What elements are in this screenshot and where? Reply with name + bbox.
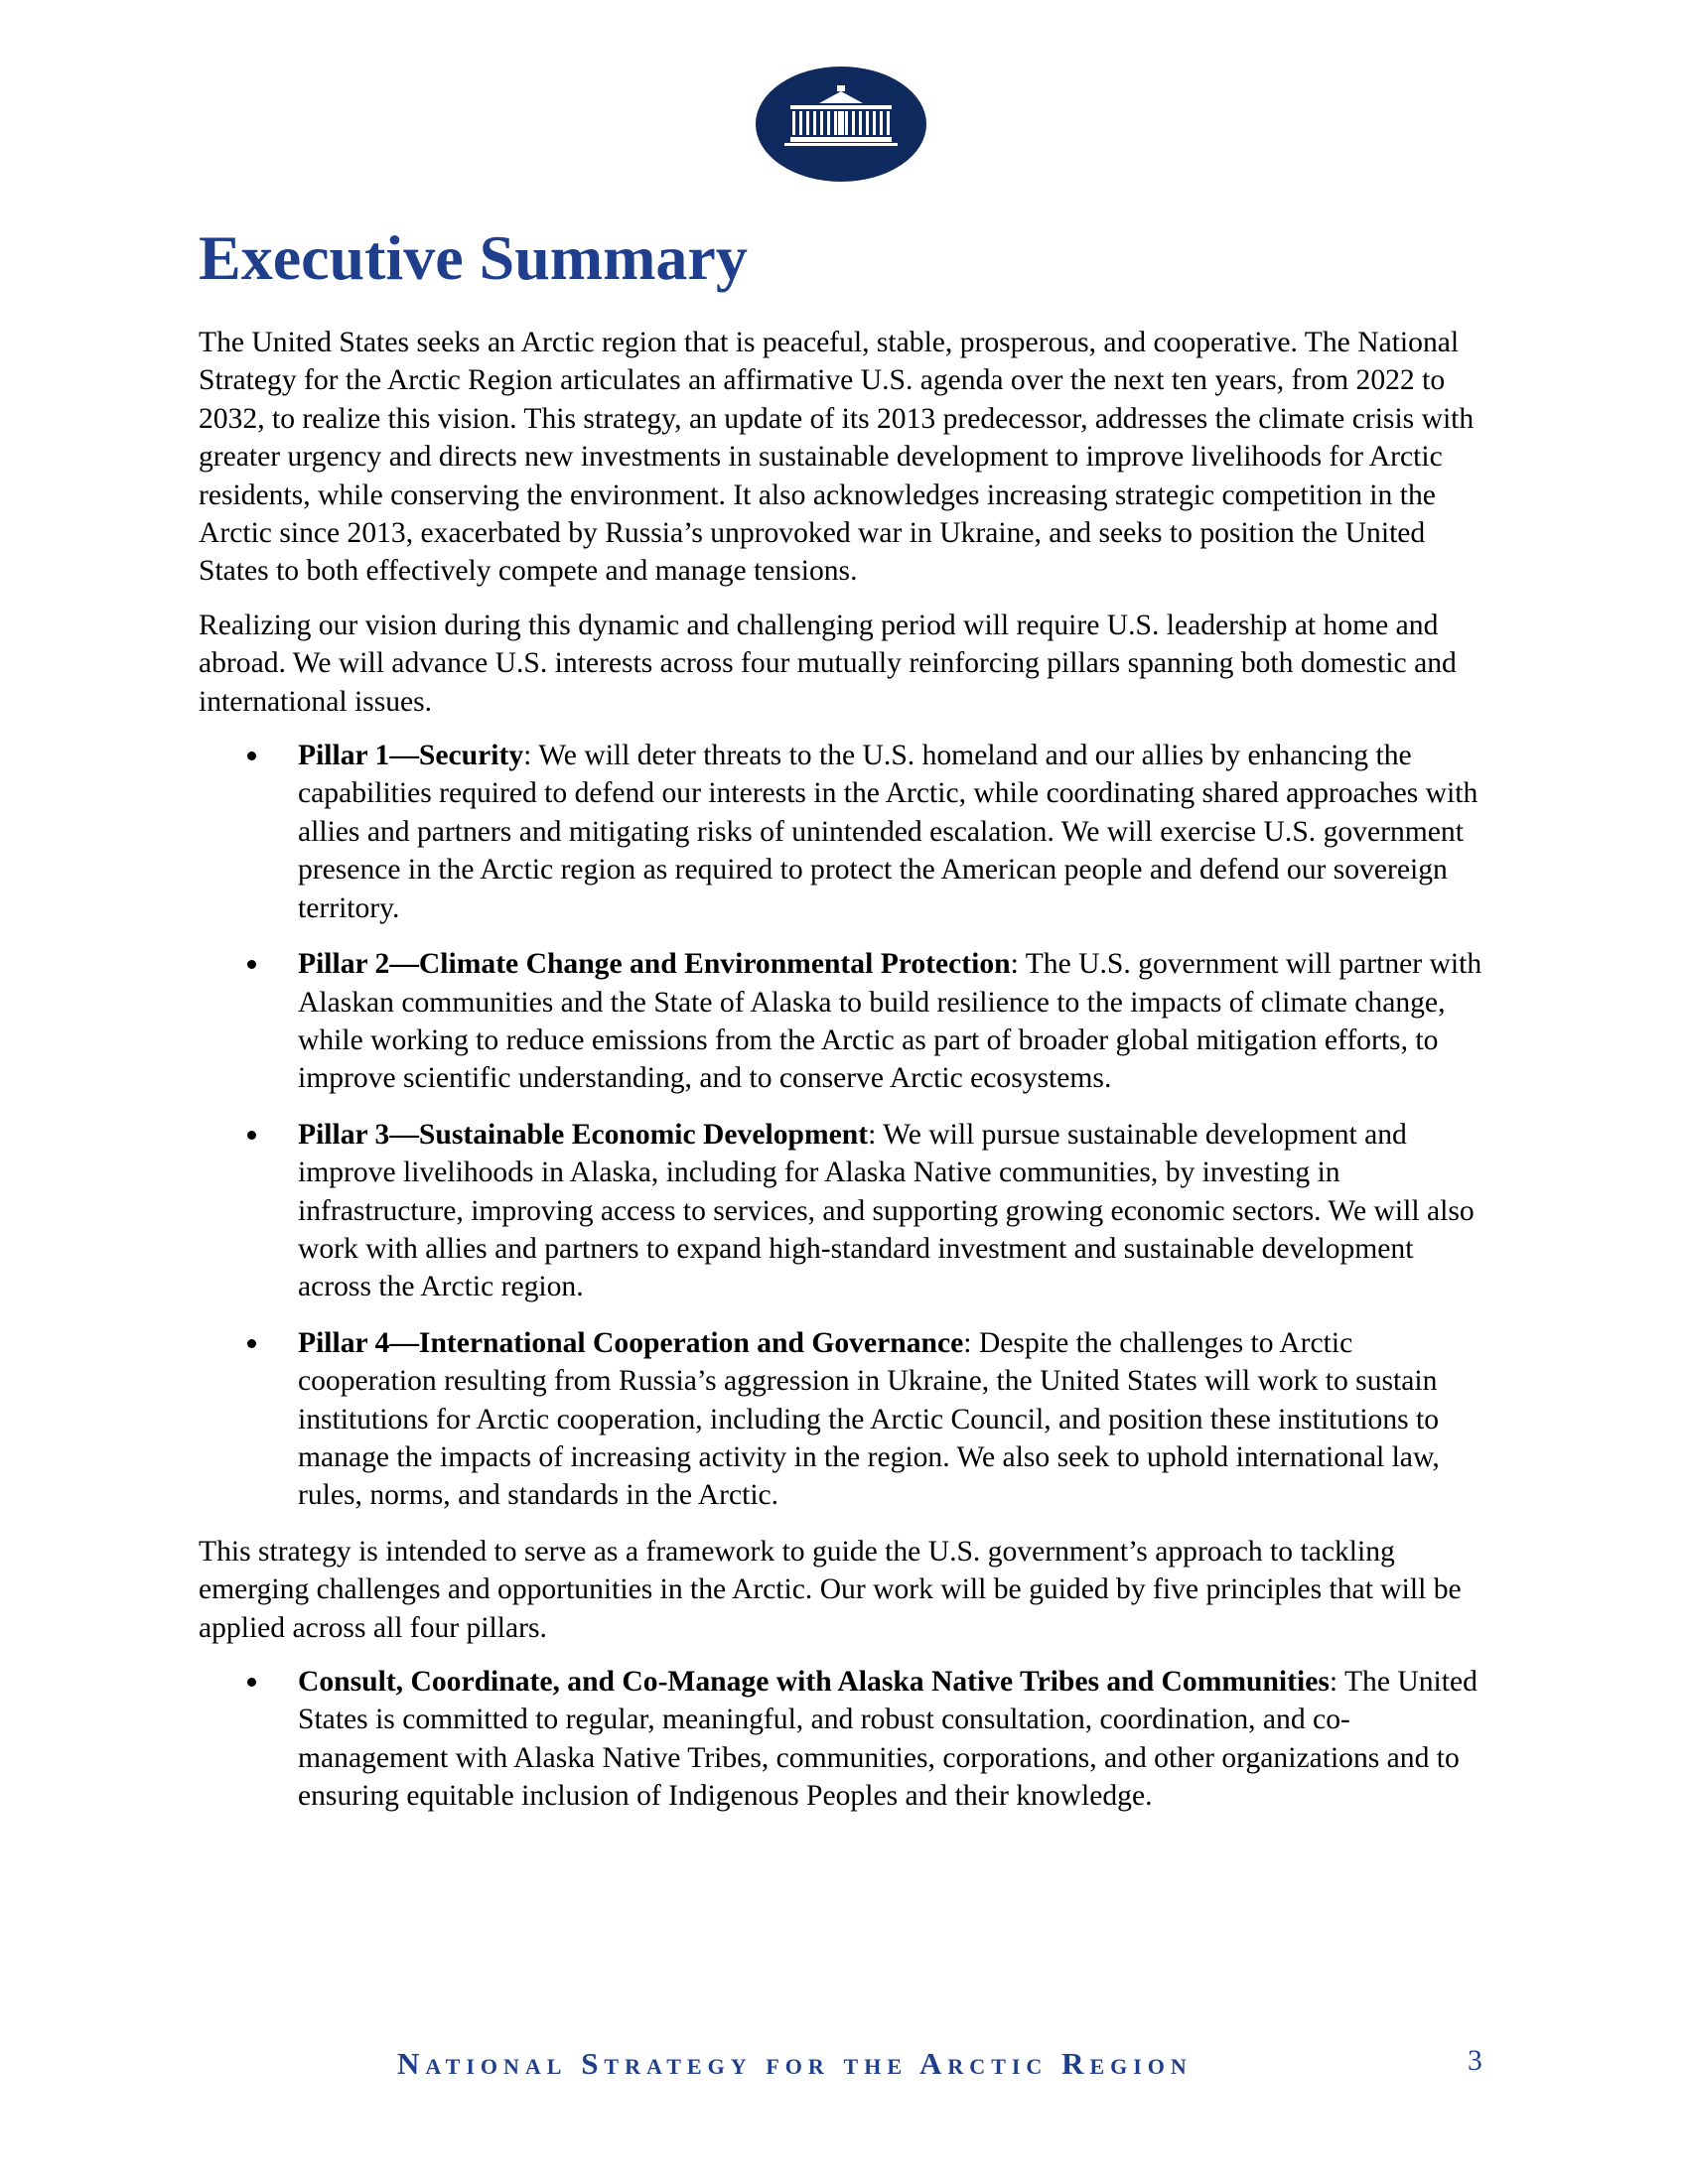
bullet-icon	[247, 1131, 256, 1140]
list-item-pillar-4	[199, 1324, 1489, 1515]
pillar-text: : We will deter threats to the U.S. homeland and our allies by enhancing the capabilities required to defend our interests in the Arctic, while coordinating shared approaches with allies and partners and mitigating risks of unintended escalation. We will exercise U.S. government presence in the Arctic region as required to protect the American people and defend our sovereign territory.	[298, 740, 1478, 924]
principle-text: : The United States is committed to regular, meaningful, and robust consultation, coordination, and co-management with Alaska Native Tribes, communities, corporations, and other organizations and to ensuring equitable inclusion of Indigenous Peoples and their knowledge.	[298, 1666, 1477, 1813]
page-title: Executive Summary	[199, 222, 748, 293]
pillar-heading: Pillar 1—Security	[298, 740, 524, 772]
bullet-icon	[247, 1678, 256, 1687]
main-content	[199, 222, 1489, 1834]
pillar-heading: Pillar 4—International Cooperation and Governance	[298, 1326, 964, 1359]
list-item-pillar-3	[199, 1116, 1489, 1306]
list-item-pillar-2	[199, 945, 1489, 1098]
principles-list	[199, 1663, 1489, 1816]
bullet-icon	[247, 960, 256, 969]
pillar-text: : We will pursue sustainable development and improve livelihoods in Alaska, including for Alaska Native communities, by investing in infrastructure, improving access to services, and supporting growing economic sectors. We will also work with allies and partners to expand high-standard investment and sustainable development across the Arctic region.	[298, 1118, 1475, 1303]
bullet-icon	[247, 751, 256, 760]
pillar-heading: Pillar 3—Sustainable Economic Development	[298, 1118, 869, 1151]
pillar-text: : The U.S. government will partner with Alaskan communities and the State of Alaska to build resilience to the impacts of climate change, while working to reduce emissions from the Arctic as part of broader global mitigation efforts, to improve scientific understanding, and to conserve Arctic ecosystems.	[298, 948, 1482, 1095]
white-house-seal-icon	[755, 66, 927, 183]
pillar-text: : Despite the challenges to Arctic cooperation resulting from Russia’s aggression in Ukraine, the United States will work to sustain institutions for Arctic cooperation, including the Arctic Council, and position these institutions to manage the impacts of increasing activity in the region. We also seek to uphold international law, rules, norms, and standards in the Arctic.	[298, 1326, 1440, 1512]
intro-paragraph: The United States seeks an Arctic region that is peaceful, stable, prosperous, and cooperative. The National Strategy for the Arctic Region articulates an affirmative U.S. agenda over the next ten years, from 2022 to 2032, to realize this vision. This strategy, an update of its 2013 predecessor, addresses the climate crisis with greater urgency and directs new investments in sustainable development to improve livelihoods for Arctic residents, while conserving the environment. It also acknowledges increasing strategic competition in the Arctic since 2013, exacerbated by Russia’s unprovoked war in Ukraine, and seeks to position the United States to both effectively compete and manage tensions.	[199, 327, 1475, 588]
pillar-heading: Pillar 2—Climate Change and Environmental Protection	[298, 948, 1011, 981]
footer-document-title: National Strategy for the Arctic Region	[397, 2046, 1193, 2081]
principle-heading: Consult, Coordinate, and Co-Manage with Alaska Native Tribes and Communities	[298, 1666, 1330, 1698]
list-item-principle-1	[199, 1663, 1489, 1816]
framework-paragraph: This strategy is intended to serve as a framework to guide the U.S. government’s approach to tackling emerging challenges and opportunities in the Arctic. Our work will be guided by five principles that will be applied across all four pillars.	[199, 1535, 1462, 1644]
page-number: 3	[1468, 2045, 1482, 2077]
list-item-pillar-1	[199, 737, 1489, 927]
intro-paragraph: Realizing our vision during this dynamic and challenging period will require U.S. leadership at home and abroad. We will advance U.S. interests across four mutually reinforcing pillars spanning both domestic and international issues.	[199, 609, 1457, 718]
pillars-list	[199, 737, 1489, 1515]
bullet-icon	[247, 1339, 256, 1348]
